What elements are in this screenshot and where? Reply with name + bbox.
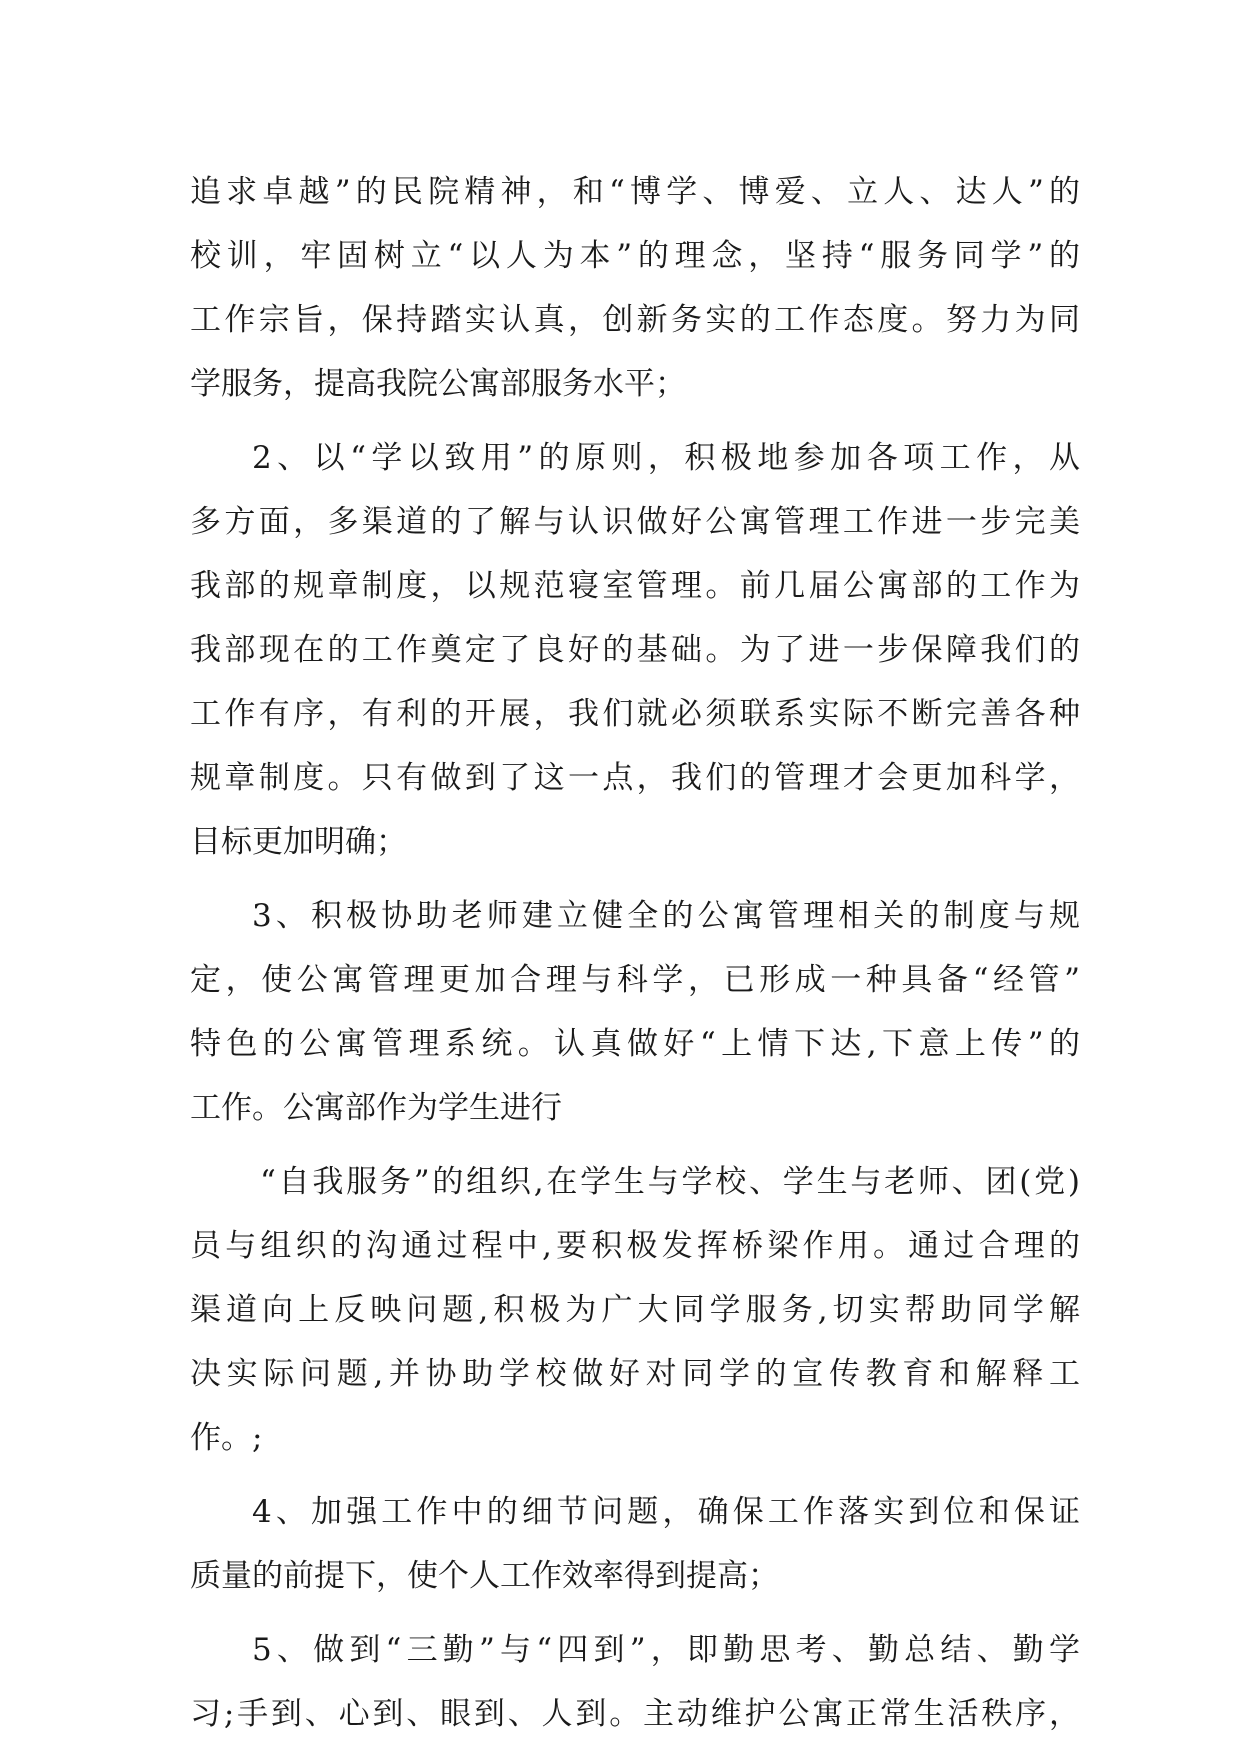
text-line: 定，使公寓管理更加合理与科学，已形成一种具备“经管”	[190, 962, 1080, 998]
text-line: 习;手到、心到、眼到、人到。主动维护公寓正常生活秩序，	[190, 1696, 1080, 1732]
text-line: 特色的公寓管理系统。认真做好“上情下达,下意上传”的	[190, 1026, 1080, 1062]
text-line: 我部现在的工作奠定了良好的基础。为了进一步保障我们的	[190, 632, 1080, 668]
text-line: 目标更加明确；	[190, 824, 407, 860]
text-line: 2、以“学以致用”的原则，积极地参加各项工作，从	[252, 440, 1080, 476]
paragraph-gap	[190, 1140, 1080, 1150]
text-line: “自我服务”的组织,在学生与学校、学生与老师、团(党)	[260, 1164, 1080, 1200]
text-line: 工作宗旨，保持踏实认真，创新务实的工作态度。努力为同	[190, 302, 1080, 338]
text-line: 质量的前提下，使个人工作效率得到提高；	[190, 1558, 779, 1594]
paragraph-gap	[190, 874, 1080, 884]
text-line: 工作有序，有利的开展，我们就必须联系实际不断完善各种	[190, 696, 1080, 732]
text-line: 工作。公寓部作为学生进行	[190, 1090, 562, 1126]
text-line: 我部的规章制度，以规范寝室管理。前几届公寓部的工作为	[190, 568, 1080, 604]
text-line: 决实际问题,并协助学校做好对同学的宣传教育和解释工	[190, 1356, 1080, 1392]
paragraph-gap	[190, 1470, 1080, 1480]
text-line: 校训，牢固树立“以人为本”的理念，坚持“服务同学”的	[190, 238, 1080, 274]
paragraph-gap	[190, 1608, 1080, 1618]
paragraph-gap	[190, 416, 1080, 426]
text-line: 4、加强工作中的细节问题，确保工作落实到位和保证	[252, 1494, 1080, 1530]
document-body	[190, 160, 1080, 1746]
text-line: 5、做到“三勤”与“四到”，即勤思考、勤总结、勤学	[252, 1632, 1080, 1668]
text-line: 追求卓越”的民院精神，和“博学、博爱、立人、达人”的	[190, 174, 1080, 210]
text-line: 3、积极协助老师建立健全的公寓管理相关的制度与规	[252, 898, 1080, 934]
text-line: 渠道向上反映问题,积极为广大同学服务,切实帮助同学解	[190, 1292, 1080, 1328]
text-line: 多方面，多渠道的了解与认识做好公寓管理工作进一步完美	[190, 504, 1080, 540]
text-line: 员与组织的沟通过程中,要积极发挥桥梁作用。通过合理的	[190, 1228, 1080, 1264]
text-line: 作。;	[190, 1420, 263, 1456]
text-line: 规章制度。只有做到了这一点，我们的管理才会更加科学，	[190, 760, 1080, 796]
text-line: 学服务，提高我院公寓部服务水平；	[190, 366, 686, 402]
